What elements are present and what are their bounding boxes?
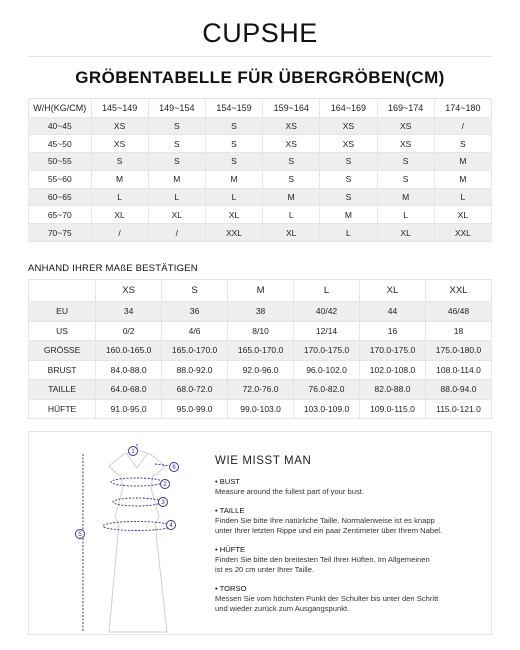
table-cell: M [434,170,491,188]
confirm-measurements-label: ANHAND IHRER MAßE BESTÄTIGEN [28,263,198,274]
measure-item-torso [215,584,480,613]
table-cell: XS [263,117,320,135]
table-cell: XS [377,117,434,135]
table-cell: 64.0-68.0 [96,380,162,400]
table-cell: XL [263,224,320,242]
header-cell: 145~149 [91,99,148,117]
table-row [29,188,492,206]
table-cell: 68.0-72.0 [162,380,228,400]
measurement-guide [28,431,492,635]
table-cell: S [377,153,434,171]
table-cell: L [434,188,491,206]
table-cell: L [263,206,320,224]
dress-neckline [127,454,147,468]
header-cell: W/H(KG/CM) [29,99,92,117]
table-cell: M [377,188,434,206]
table-row [29,360,492,380]
table-row [29,117,492,135]
measure-item-text: Finden Sie bitte den breitesten Teil Ihrer Hüften. Im Allgemeinen [215,554,430,564]
how-to-measure-title: WIE MISST MAN [215,455,312,467]
table-cell: 108.0-114.0 [425,360,491,380]
header-cell: XL [360,280,426,302]
table-cell: S [91,153,148,171]
table-cell: 40/42 [294,302,360,322]
table-cell: XL [148,206,205,224]
table-cell: M [205,170,262,188]
table-cell: XXL [205,224,262,242]
table-cell: 88.0-94.0 [425,380,491,400]
table-cell: 99.0-103.0 [228,399,294,419]
table-row [29,380,492,400]
table-cell: S [320,188,377,206]
table-cell: 76.0-82.0 [294,380,360,400]
header-cell: S [162,280,228,302]
table-cell: GRÖSSE [29,341,96,361]
table-cell: 44 [360,302,426,322]
table-cell: 46/48 [425,302,491,322]
header-cell: 154~159 [205,99,262,117]
table-cell: 88.0-92.0 [162,360,228,380]
table-cell: EU [29,302,96,322]
measure-item-heading: • BUST [215,477,480,487]
table-cell: L [148,188,205,206]
size-measurement-table [28,279,492,419]
table-cell: US [29,321,96,341]
table-cell: S [263,170,320,188]
table-cell: M [320,206,377,224]
table-cell: 72.0-76.0 [228,380,294,400]
table-row [29,399,492,419]
measure-item-heading: • HÜFTE [215,545,480,555]
table-cell: M [434,153,491,171]
header-cell: 159~164 [263,99,320,117]
measure-item-heading: • TORSO [215,584,480,594]
table-cell: 103.0-109.0 [294,399,360,419]
table-cell: 91.0-95.0 [96,399,162,419]
table-row [29,206,492,224]
table-cell: 96.0-102.0 [294,360,360,380]
table-cell: S [205,117,262,135]
measure-item-text: Messen Sie vom höchsten Punkt der Schulter bis unter den Schritt [215,593,439,603]
hip-measure-line [103,522,171,531]
table-cell: M [263,188,320,206]
marker-label: 3 [161,500,165,506]
table-cell: / [148,224,205,242]
table-cell: XS [320,117,377,135]
table-cell: XL [91,206,148,224]
table-cell: 109.0-115.0 [360,399,426,419]
measure-item-bust [215,477,480,497]
table-cell: L [91,188,148,206]
table-cell: S [263,153,320,171]
table-cell: 175.0-180.0 [425,341,491,361]
table-cell: 45~50 [29,135,92,153]
table-cell: 95.0-99.0 [162,399,228,419]
table-cell: M [148,170,205,188]
table-cell: 92.0-96.0 [228,360,294,380]
table-cell: XL [205,206,262,224]
table-cell: XS [263,135,320,153]
measure-item-text: und wieder zurück zum Ausgangspunkt. [215,603,350,613]
table-cell: 12/14 [294,321,360,341]
table-cell: 170.0-175.0 [294,341,360,361]
table-cell: S [148,135,205,153]
bust-measure-line [111,478,163,486]
table-cell: 4/6 [162,321,228,341]
table-cell: 70~75 [29,224,92,242]
table-cell: HÜFTE [29,399,96,419]
table-cell: S [377,170,434,188]
size-measurement-chart [28,279,492,419]
table-cell: 60~65 [29,188,92,206]
table-cell: 40~45 [29,117,92,135]
table-cell: 0/2 [96,321,162,341]
table-cell: XXL [434,224,491,242]
table-cell: 55~60 [29,170,92,188]
waist-measure-line [113,498,161,506]
header-cell: M [228,280,294,302]
table-cell: TAILLE [29,380,96,400]
table-cell: 170.0-175.0 [360,341,426,361]
table-cell: XL [434,206,491,224]
header-cell: XS [96,280,162,302]
table-cell: / [434,117,491,135]
table-cell: 165.0-170.0 [162,341,228,361]
table-cell: S [205,153,262,171]
header-cell: L [294,280,360,302]
table-cell: M [91,170,148,188]
table-cell: S [205,135,262,153]
brand-logo: CUPSHE [202,18,318,48]
header-cell: 169~174 [377,99,434,117]
header-cell: 174~180 [434,99,491,117]
plus-size-chart-title: GRÖBENTABELLE FÜR ÜBERGRÖBEN(CM) [28,56,492,99]
table-cell: 38 [228,302,294,322]
table-cell: L [205,188,262,206]
table-cell: L [320,224,377,242]
header-cell: 149~154 [148,99,205,117]
table-cell: XS [377,135,434,153]
table-cell: BRUST [29,360,96,380]
table-cell: 160.0-165.0 [96,341,162,361]
table-cell: XS [91,117,148,135]
table-cell: S [148,153,205,171]
table-row [29,170,492,188]
table-cell: 65~70 [29,206,92,224]
table-cell: 84.0-88.0 [96,360,162,380]
table-cell: XL [377,224,434,242]
measure-item-hip [215,545,480,574]
measure-item-text: Measure around the fullest part of your bust. [215,486,365,496]
measure-item-waist [215,506,480,535]
measure-item-text: ist es 20 cm unter Ihrer Taille. [215,564,315,574]
table-cell: 18 [425,321,491,341]
header-cell [29,280,96,302]
table-row [29,341,492,361]
table-row [29,135,492,153]
plus-size-table [28,99,492,242]
measure-item-text: Finden Sie bitte Ihre natürliche Taille. Normalerweise ist es knapp [215,515,435,525]
marker-label: 5 [78,532,82,538]
dress-figure-illustration [29,432,209,634]
table-cell: XS [320,135,377,153]
header-cell: 164~169 [320,99,377,117]
table-cell: 50~55 [29,153,92,171]
measure-item-heading: • TAILLE [215,506,480,516]
table-cell: S [148,117,205,135]
table-cell: XS [91,135,148,153]
table-row [29,153,492,171]
table-cell: 8/10 [228,321,294,341]
table-cell: 82.0-88.0 [360,380,426,400]
table-cell: / [91,224,148,242]
plus-size-chart [28,56,492,252]
table-cell: S [434,135,491,153]
table-cell: 34 [96,302,162,322]
marker-label: 2 [163,482,167,488]
table-cell: 36 [162,302,228,322]
table-cell: 102.0-108.0 [360,360,426,380]
dress-outline [109,450,167,632]
table-cell: S [320,170,377,188]
table-cell: S [320,153,377,171]
marker-label: 6 [172,465,176,471]
marker-label: 1 [131,449,135,455]
table-row [29,321,492,341]
measure-item-text: unter Ihrer letzten Rippe und ein paar Zentimeter über Ihrem Nabel. [215,525,443,535]
header-cell: XXL [425,280,491,302]
table-cell: 115.0-121.0 [425,399,491,419]
size-header-row [29,280,492,302]
table-cell: L [377,206,434,224]
table-cell: 165.0-170.0 [228,341,294,361]
table-row [29,224,492,242]
marker-label: 4 [169,523,173,529]
table-row [29,302,492,322]
table-cell: 16 [360,321,426,341]
plus-size-header-row [29,99,492,117]
